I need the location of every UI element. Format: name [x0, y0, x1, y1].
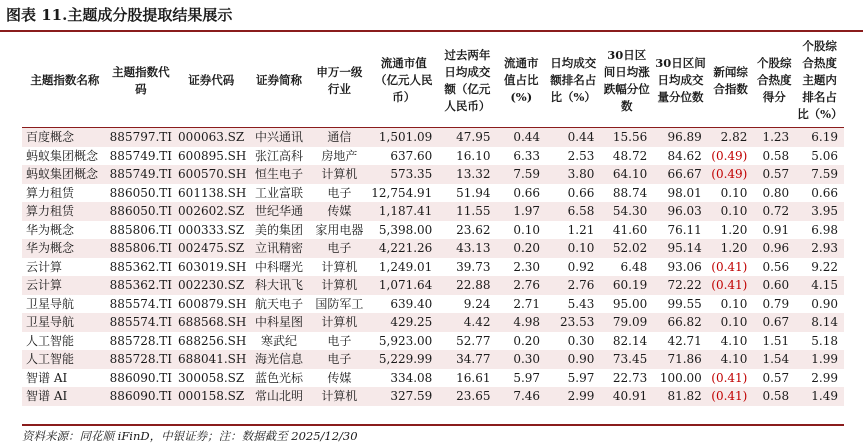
table-cell: 885574.TI: [109, 296, 173, 311]
table-row: [22, 387, 844, 406]
table-cell: 13.32: [438, 165, 496, 184]
table-cell: 0.58: [762, 148, 790, 163]
table-row: [22, 350, 844, 369]
table-cell: 5.97: [513, 370, 541, 385]
table-cell: 算力租赁: [26, 185, 75, 200]
table-cell: 蚂蚁集团概念: [26, 148, 99, 163]
table-cell: 300058.SZ: [178, 370, 245, 385]
table-row: [22, 221, 844, 240]
results-table: [22, 34, 844, 406]
table-cell: 卫星导航: [22, 313, 108, 332]
table-cell: 4.10: [708, 350, 754, 369]
table-cell: 人工智能: [26, 333, 75, 348]
table-cell: 2.82: [708, 128, 754, 147]
table-cell: 6.58: [546, 202, 600, 221]
table-cell: 海光信息: [248, 350, 309, 369]
table-cell: 卫星导航: [26, 296, 75, 311]
table-cell: 张江高科: [254, 148, 303, 163]
table-cell: 0.90: [546, 350, 600, 369]
table-cell: 637.60: [390, 148, 433, 163]
table-cell: 0.30: [497, 350, 547, 369]
table-cell: 世纪华通: [248, 202, 309, 221]
table-cell: 科大讯飞: [248, 276, 309, 295]
table-cell: 1,187.41: [369, 202, 438, 221]
table-cell: 0.56: [762, 259, 790, 274]
table-cell: 5.06: [811, 148, 838, 163]
table-cell: 15.56: [600, 128, 653, 147]
figure-title: 图表 11.主题成分股提取结果展示: [6, 6, 233, 24]
table-cell: 4,221.26: [369, 239, 438, 258]
table-cell: 0.20: [497, 239, 547, 258]
table-cell: 1.20: [720, 222, 748, 237]
table-cell: 1.51: [762, 333, 790, 348]
table-cell: 0.10: [546, 239, 600, 258]
table-cell: 639.40: [390, 296, 433, 311]
table-cell: (0.41): [711, 370, 748, 385]
table-cell: 0.96: [753, 239, 795, 258]
table-cell: 通信: [310, 128, 370, 147]
table-cell: 82.14: [612, 333, 648, 348]
table-cell: 6.19: [795, 128, 844, 147]
table-cell: 1,071.64: [369, 276, 438, 295]
table-cell: 房地产: [321, 148, 358, 163]
table-cell: 96.03: [653, 202, 708, 221]
table-cell: 886090.TI: [109, 370, 173, 385]
table-cell: 600879.SH: [178, 296, 247, 311]
table-cell: 4.15: [795, 276, 844, 295]
table-cell: 885797.TI: [108, 128, 174, 147]
table-cell: 0.44: [497, 128, 547, 147]
table-cell: 23.65: [438, 387, 496, 406]
column-header: 申万一级行业: [310, 34, 370, 128]
table-cell: 52.02: [600, 239, 653, 258]
table-cell: 9.22: [811, 259, 838, 274]
table-cell: 华为概念: [22, 239, 108, 258]
table-cell: 000158.SZ: [174, 387, 248, 406]
table-cell: 66.82: [653, 313, 708, 332]
table-cell: 5,229.99: [369, 350, 438, 369]
table-cell: 9.24: [463, 296, 491, 311]
table-cell: 4.10: [720, 333, 748, 348]
table-cell: 电子: [310, 239, 370, 258]
table-cell: 885728.TI: [109, 333, 173, 348]
table-cell: 电子: [327, 333, 352, 348]
table-row: [22, 369, 844, 388]
table-cell: (0.41): [708, 387, 754, 406]
table-cell: 寒武纪: [260, 333, 297, 348]
table-cell: 11.55: [438, 202, 496, 221]
column-header: 流通市值占比(%): [497, 34, 547, 128]
table-cell: 88.74: [612, 185, 648, 200]
table-cell: 0.10: [513, 222, 541, 237]
table-cell: 23.62: [456, 222, 491, 237]
table-cell: 2.76: [546, 276, 600, 295]
table-cell: 中兴通讯: [248, 128, 309, 147]
table-cell: 66.67: [653, 165, 708, 184]
table-cell: 5,398.00: [378, 222, 433, 237]
table-cell: 885749.TI: [109, 148, 173, 163]
table-cell: 2.71: [513, 296, 541, 311]
table-body: [22, 128, 844, 406]
table-cell: 0.10: [720, 296, 748, 311]
table-cell: 0.67: [753, 313, 795, 332]
table-cell: 人工智能: [22, 350, 108, 369]
column-header: 主题指数名称: [22, 34, 108, 128]
table-cell: (0.41): [708, 276, 754, 295]
table-cell: 传媒: [327, 370, 352, 385]
table-row: [22, 295, 844, 314]
table-row: [22, 258, 844, 277]
column-header: 个股综合热度主题内排名占比（%）: [795, 34, 844, 128]
table-cell: 22.73: [612, 370, 648, 385]
table-cell: 429.25: [369, 313, 438, 332]
table-cell: 0.57: [762, 370, 790, 385]
column-header: 30日区间日均涨跌幅分位数: [600, 34, 653, 128]
table-row: [22, 239, 844, 258]
column-header: 日均成交额排名占比（%）: [546, 34, 600, 128]
table-cell: 0.72: [753, 202, 795, 221]
table-cell: 40.91: [600, 387, 653, 406]
table-cell: 2.30: [513, 259, 541, 274]
table-cell: 0.60: [753, 276, 795, 295]
table-cell: (0.49): [708, 165, 754, 184]
table-cell: 恒生电子: [248, 165, 309, 184]
table-cell: 002230.SZ: [174, 276, 248, 295]
table-cell: 家用电器: [315, 222, 364, 237]
table-cell: 4.42: [438, 313, 496, 332]
table-row: [22, 313, 844, 332]
header-row: [22, 34, 844, 128]
table-cell: 42.71: [667, 333, 702, 348]
table-cell: 0.10: [708, 202, 754, 221]
table-cell: 93.06: [667, 259, 702, 274]
table-cell: 立讯精密: [248, 239, 309, 258]
table-cell: 传媒: [310, 202, 370, 221]
table-cell: 885362.TI: [108, 276, 174, 295]
table-cell: 327.59: [369, 387, 438, 406]
table-cell: 2.76: [497, 276, 547, 295]
table-cell: 中科星图: [248, 313, 309, 332]
table-cell: 885806.TI: [108, 239, 174, 258]
title-rule: [0, 30, 863, 32]
table-cell: 99.55: [667, 296, 702, 311]
table-cell: 0.90: [811, 296, 838, 311]
table-cell: 600570.SH: [174, 165, 248, 184]
table-cell: 72.22: [653, 276, 708, 295]
table-cell: 1.54: [753, 350, 795, 369]
table-cell: 1,501.09: [369, 128, 438, 147]
table-row: [22, 165, 844, 184]
table-cell: 43.13: [438, 239, 496, 258]
table-cell: 73.45: [600, 350, 653, 369]
table-cell: 7.59: [795, 165, 844, 184]
table-cell: 3.95: [795, 202, 844, 221]
table-cell: 885362.TI: [109, 259, 173, 274]
table-cell: (0.41): [711, 259, 748, 274]
table-cell: 6.48: [620, 259, 648, 274]
table-cell: 71.86: [653, 350, 708, 369]
table-cell: 60.19: [600, 276, 653, 295]
table-cell: 电子: [327, 185, 352, 200]
table-cell: 000063.SZ: [174, 128, 248, 147]
table-cell: 96.89: [653, 128, 708, 147]
table-cell: 计算机: [310, 313, 370, 332]
table-cell: 885728.TI: [108, 350, 174, 369]
table-cell: 81.82: [653, 387, 708, 406]
table-cell: 1.97: [497, 202, 547, 221]
table-cell: 1,249.01: [378, 259, 433, 274]
table-row: [22, 332, 844, 351]
table-cell: 航天电子: [254, 296, 303, 311]
table-cell: 0.44: [546, 128, 600, 147]
table-cell: 39.73: [456, 259, 491, 274]
table-cell: 0.57: [753, 165, 795, 184]
table-cell: 52.77: [456, 333, 491, 348]
table-row: [22, 184, 844, 203]
table-cell: 1.49: [795, 387, 844, 406]
source-note: 资料来源：同花顺 iFinD，中银证券；注：数据截至 2025/12/30: [22, 429, 358, 443]
table-cell: 76.11: [667, 222, 702, 237]
table-cell: 95.14: [653, 239, 708, 258]
table-cell: 7.59: [497, 165, 547, 184]
table-cell: 7.46: [497, 387, 547, 406]
table-cell: 601138.SH: [178, 185, 247, 200]
table-cell: 云计算: [22, 276, 108, 295]
table-cell: 688256.SH: [178, 333, 247, 348]
table-cell: 算力租赁: [22, 202, 108, 221]
table-cell: 蚂蚁集团概念: [22, 165, 108, 184]
table-cell: 常山北明: [248, 387, 309, 406]
table-cell: 电子: [310, 350, 370, 369]
table-cell: 蓝色光标: [254, 370, 303, 385]
table-cell: 1.23: [753, 128, 795, 147]
table-cell: 0.80: [762, 185, 790, 200]
table-cell: 54.30: [600, 202, 653, 221]
column-header: 证券简称: [248, 34, 309, 128]
table-cell: 计算机: [310, 387, 370, 406]
table-cell: 12,754.91: [371, 185, 433, 200]
table-cell: 603019.SH: [178, 259, 247, 274]
table-cell: 16.61: [456, 370, 491, 385]
column-header: 个股综合热度得分: [753, 34, 795, 128]
table-cell: 48.72: [612, 148, 648, 163]
table-cell: 1.99: [795, 350, 844, 369]
table-cell: 573.35: [369, 165, 438, 184]
table-cell: 智谱 AI: [26, 370, 68, 385]
table-cell: 1.20: [708, 239, 754, 258]
table-row: [22, 128, 844, 147]
table-cell: 智谱 AI: [22, 387, 108, 406]
table-cell: 8.14: [795, 313, 844, 332]
table-cell: 885749.TI: [108, 165, 174, 184]
table-cell: 2.99: [546, 387, 600, 406]
table-cell: 国防军工: [315, 296, 364, 311]
table-cell: 64.10: [600, 165, 653, 184]
table-cell: 2.99: [811, 370, 838, 385]
table-cell: 47.95: [438, 128, 496, 147]
table-cell: 6.33: [513, 148, 541, 163]
table-cell: 0.66: [513, 185, 541, 200]
table-row: [22, 276, 844, 295]
table-cell: 885574.TI: [108, 313, 174, 332]
table-cell: 95.00: [612, 296, 648, 311]
table-cell: 98.01: [667, 185, 702, 200]
table-cell: 0.92: [567, 259, 595, 274]
table-row: [22, 202, 844, 221]
table-cell: 886090.TI: [108, 387, 174, 406]
table-cell: 0.79: [762, 296, 790, 311]
table-cell: 0.10: [720, 185, 748, 200]
table-cell: 886050.TI: [108, 202, 174, 221]
table-cell: 0.58: [753, 387, 795, 406]
table-cell: 百度概念: [22, 128, 108, 147]
table-cell: 计算机: [310, 165, 370, 184]
table-cell: 41.60: [612, 222, 648, 237]
table-cell: 002475.SZ: [174, 239, 248, 258]
table-cell: 84.62: [667, 148, 702, 163]
table-cell: 计算机: [310, 276, 370, 295]
table-cell: 79.09: [600, 313, 653, 332]
table-cell: 16.10: [456, 148, 491, 163]
table-cell: 0.10: [708, 313, 754, 332]
table-cell: 0.20: [513, 333, 541, 348]
table-cell: 工业富联: [254, 185, 303, 200]
table-cell: 6.98: [811, 222, 838, 237]
table-cell: 0.66: [811, 185, 838, 200]
table-cell: 5.43: [567, 296, 595, 311]
table-cell: 22.88: [438, 276, 496, 295]
table-cell: 华为概念: [26, 222, 75, 237]
table-cell: 3.80: [546, 165, 600, 184]
table-cell: 886050.TI: [109, 185, 173, 200]
table-cell: 334.08: [390, 370, 433, 385]
table-cell: 23.53: [546, 313, 600, 332]
table-cell: (0.49): [711, 148, 748, 163]
column-header: 30日区间日均成交量分位数: [653, 34, 708, 128]
table-cell: 0.66: [567, 185, 595, 200]
table-cell: 688568.SH: [174, 313, 248, 332]
table-cell: 5,923.00: [378, 333, 433, 348]
table-cell: 51.94: [456, 185, 491, 200]
table-cell: 5.97: [567, 370, 595, 385]
table-cell: 计算机: [321, 259, 358, 274]
column-header: 新闻综合指数: [708, 34, 754, 128]
table-cell: 1.21: [567, 222, 595, 237]
table-cell: 云计算: [26, 259, 63, 274]
table-cell: 100.00: [659, 370, 702, 385]
table-cell: 2.93: [795, 239, 844, 258]
table-cell: 2.53: [567, 148, 595, 163]
table-row: [22, 147, 844, 166]
table-cell: 中科曙光: [254, 259, 303, 274]
table-cell: 885806.TI: [109, 222, 173, 237]
table-cell: 002602.SZ: [174, 202, 248, 221]
table-cell: 4.98: [497, 313, 547, 332]
table-cell: 688041.SH: [174, 350, 248, 369]
column-header: 过去两年日均成交额（亿元人民币）: [438, 34, 496, 128]
table-cell: 0.91: [762, 222, 790, 237]
column-header: 流通市值（亿元人民币）: [369, 34, 438, 128]
table-cell: 600895.SH: [178, 148, 247, 163]
table-cell: 5.18: [811, 333, 838, 348]
table-cell: 0.30: [567, 333, 595, 348]
column-header: 主题指数代码: [108, 34, 174, 128]
column-header: 证券代码: [174, 34, 248, 128]
table-cell: 美的集团: [254, 222, 303, 237]
table-cell: 000333.SZ: [178, 222, 245, 237]
table-cell: 34.77: [438, 350, 496, 369]
